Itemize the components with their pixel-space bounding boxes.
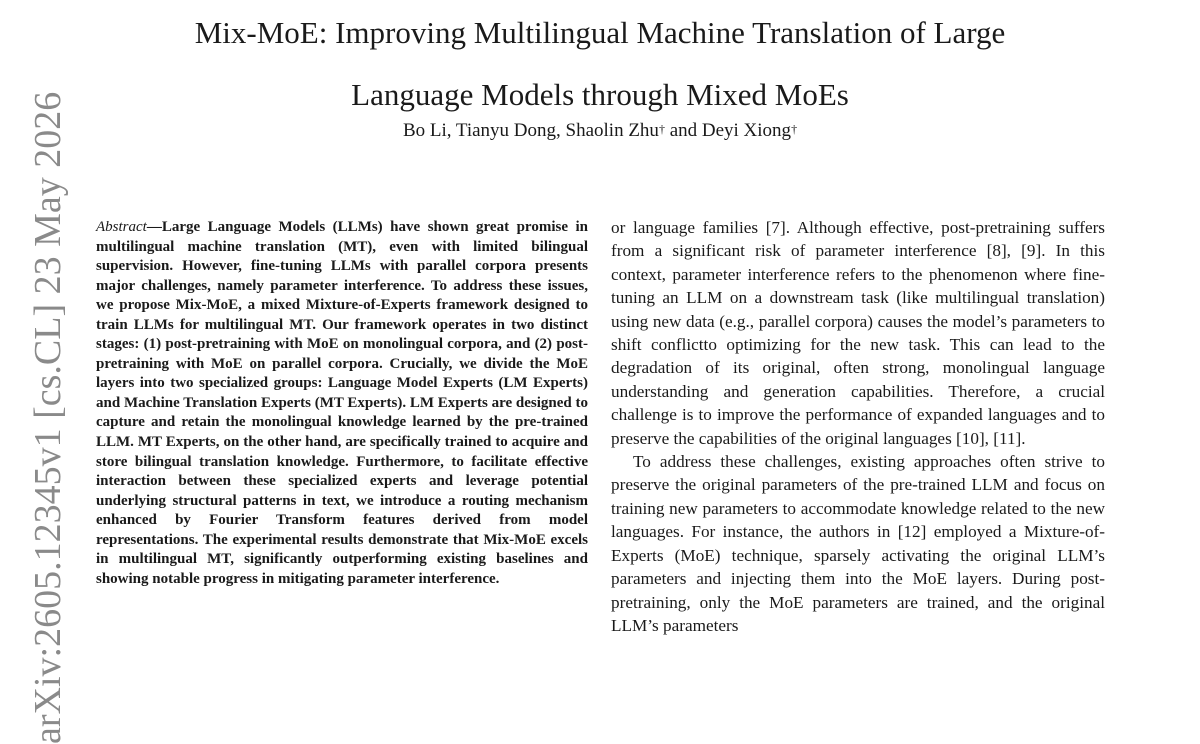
title-line-2: Language Models through Mixed MoEs	[351, 77, 849, 112]
arxiv-sidebar	[20, 91, 69, 744]
title-line-1: Mix-MoE: Improving Multilingual Machine Translation of Large	[194, 15, 1006, 50]
author-mark-1: †	[658, 122, 665, 136]
author-list	[0, 118, 1200, 144]
abstract-label: Abstract	[96, 219, 147, 235]
body-column-right	[611, 216, 1105, 648]
abstract-text: —Large Language Models (LLMs) have shown great promise in multilingual machine translation (MT), even with limited bilingual supervision. However, fine-tuning LLMs with parallel corpora presents major challenges, namely parameter interference. To address these issues, we propose Mix-MoE, a mixed Mixture-of-Experts framework designed to train LLMs for multilingual MT. Our framework operates in two distinct stages: (1) post-pretraining with MoE on monolingual corpora, and (2) post-pretraining with MoE on parallel corpora. Crucially, we divide the MoE layers into two specialized groups: Language Model Experts (LM Experts) and Machine Translation Experts (MT Experts). LM Experts are designed to capture and retain the monolingual knowledge learned by the pre-trained LLM. MT Experts, on the other hand, are specifically trained to acquire and store bilingual translation knowledge. Furthermore, to facilitate effective interaction between these specialized experts and leverage potential underlying structural patterns in text, we introduce a routing mechanism enhanced by Fourier Transform features derived from model representations. The experimental results demonstrate that Mix-MoE excels in multilingual MT, significantly outperforming existing baselines and showing notable progress in mitigating parameter interference.	[96, 219, 588, 587]
arxiv-stamp: arXiv:2605.12345v1 [cs.CL] 23 May 2026	[27, 91, 69, 744]
author-mark-2: †	[791, 122, 798, 136]
authors-names-1: Bo Li, Tianyu Dong, Shaolin Zhu	[402, 120, 659, 141]
body-paragraph-1: or language families [7]. Although effective, post-pretraining suffers from a significant risk of parameter interference [8], [9]. In this context, parameter interference refers to the phenomenon where fine-tuning an LLM on a downstream task (like multilingual translation) using new data (e.g., parallel corpora) causes the model’s parameters to shift conflictto optimizing for the new task. This can lead to the degradation of its original, often strong, monolingual language understanding and generation capabilities. Therefore, a crucial challenge is to improve the performance of expanded languages and to preserve the capabilities of the original languages [10], [11].	[611, 218, 1105, 448]
body-paragraph-2: To address these challenges, existing approaches often strive to preserve the original parameters of the pre-trained LLM and focus on training new parameters to accommodate knowledge related to the new languages. For instance, the authors in [12] employed a Mixture-of-Experts (MoE) technique, sparsely activating the original LLM’s parameters and injecting them into the MoE layers. During post-pretraining, only the MoE parameters are trained, and the original LLM’s parameters	[611, 452, 1105, 635]
paper-title	[60, 2, 1140, 126]
abstract	[96, 218, 588, 589]
authors-names-2: and Deyi Xiong	[664, 120, 792, 141]
